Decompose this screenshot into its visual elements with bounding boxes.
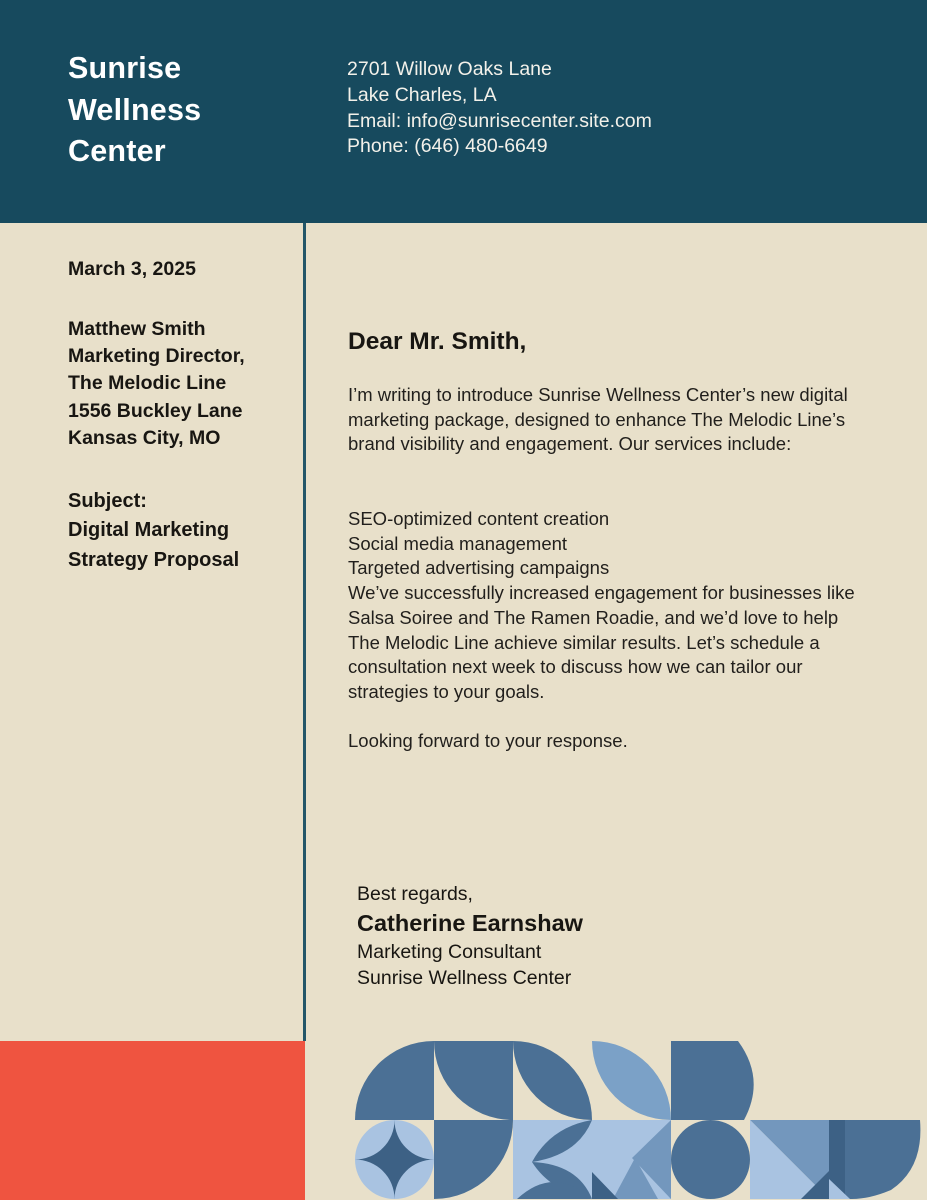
subject-line: Strategy Proposal (68, 548, 240, 571)
header-contact-block (347, 57, 652, 160)
header-contact-line: Email: info@sunrisecenter.site.com (347, 109, 652, 132)
letter-date: March 3, 2025 (68, 258, 196, 280)
footer-accent-block (0, 1041, 305, 1200)
recipient-line: 1556 Buckley Lane (68, 399, 243, 422)
services-list (348, 507, 864, 581)
company-name-line: Sunrise (68, 51, 182, 85)
header-contact-line: 2701 Willow Oaks Lane (347, 58, 552, 80)
column-divider (303, 223, 306, 1041)
signature-company: Sunrise Wellness Center (357, 966, 572, 989)
header-band (0, 0, 927, 223)
company-name-line: Wellness (68, 92, 202, 127)
service-line: Social media management (348, 532, 568, 554)
header-contact-line: Lake Charles, LA (347, 83, 497, 106)
closing-line: Looking forward to your response. (348, 730, 628, 751)
letter-paragraph-2 (348, 507, 864, 705)
subject-line: Digital Marketing (68, 519, 230, 542)
pattern-leaf-medium (592, 1041, 671, 1120)
subject-line: Subject: (68, 490, 147, 512)
salutation: Dear Mr. Smith, (348, 328, 527, 355)
service-line: SEO-optimized content creation (348, 508, 610, 529)
pattern-circle-dark (671, 1120, 750, 1199)
company-name-line: Center (68, 134, 166, 168)
subject-block (68, 487, 239, 575)
signoff: Best regards, (357, 883, 473, 905)
letter-paragraph-2-text: We’ve successfully increased engagement for businesses like Salsa Soiree and The Ramen Roadie, and we’d love to help The Melodic Line achieve similar results. Let’s schedule a consultation next week to discuss how we can tailor our strategies to your goals. (348, 582, 855, 702)
recipient-line: Matthew Smith (68, 318, 206, 340)
pattern-quarter-tl (355, 1041, 434, 1120)
signature-name: Catherine Earnshaw (357, 910, 583, 936)
geometric-pattern (355, 1041, 927, 1200)
pattern-quarter-bl (434, 1041, 513, 1120)
company-name (68, 48, 201, 173)
header-contact-line: Phone: (646) 480-6649 (347, 135, 548, 158)
recipient-line: Kansas City, MO (68, 426, 221, 449)
pattern-quarter-br (434, 1120, 513, 1199)
service-line: Targeted advertising campaigns (348, 557, 610, 579)
recipient-block (68, 316, 245, 452)
recipient-line: The Melodic Line (68, 372, 227, 395)
signature-title: Marketing Consultant (357, 941, 542, 963)
pattern-leaf-dark (513, 1041, 592, 1120)
pattern-dshape (671, 1041, 754, 1120)
letter-paragraph-1: I’m writing to introduce Sunrise Wellness Center’s new digital marketing package, designed to enhance The Melodic Line’s brand visibility and engagement. Our services include: (348, 384, 848, 455)
recipient-line: Marketing Director, (68, 345, 245, 368)
signature-block (357, 881, 583, 991)
